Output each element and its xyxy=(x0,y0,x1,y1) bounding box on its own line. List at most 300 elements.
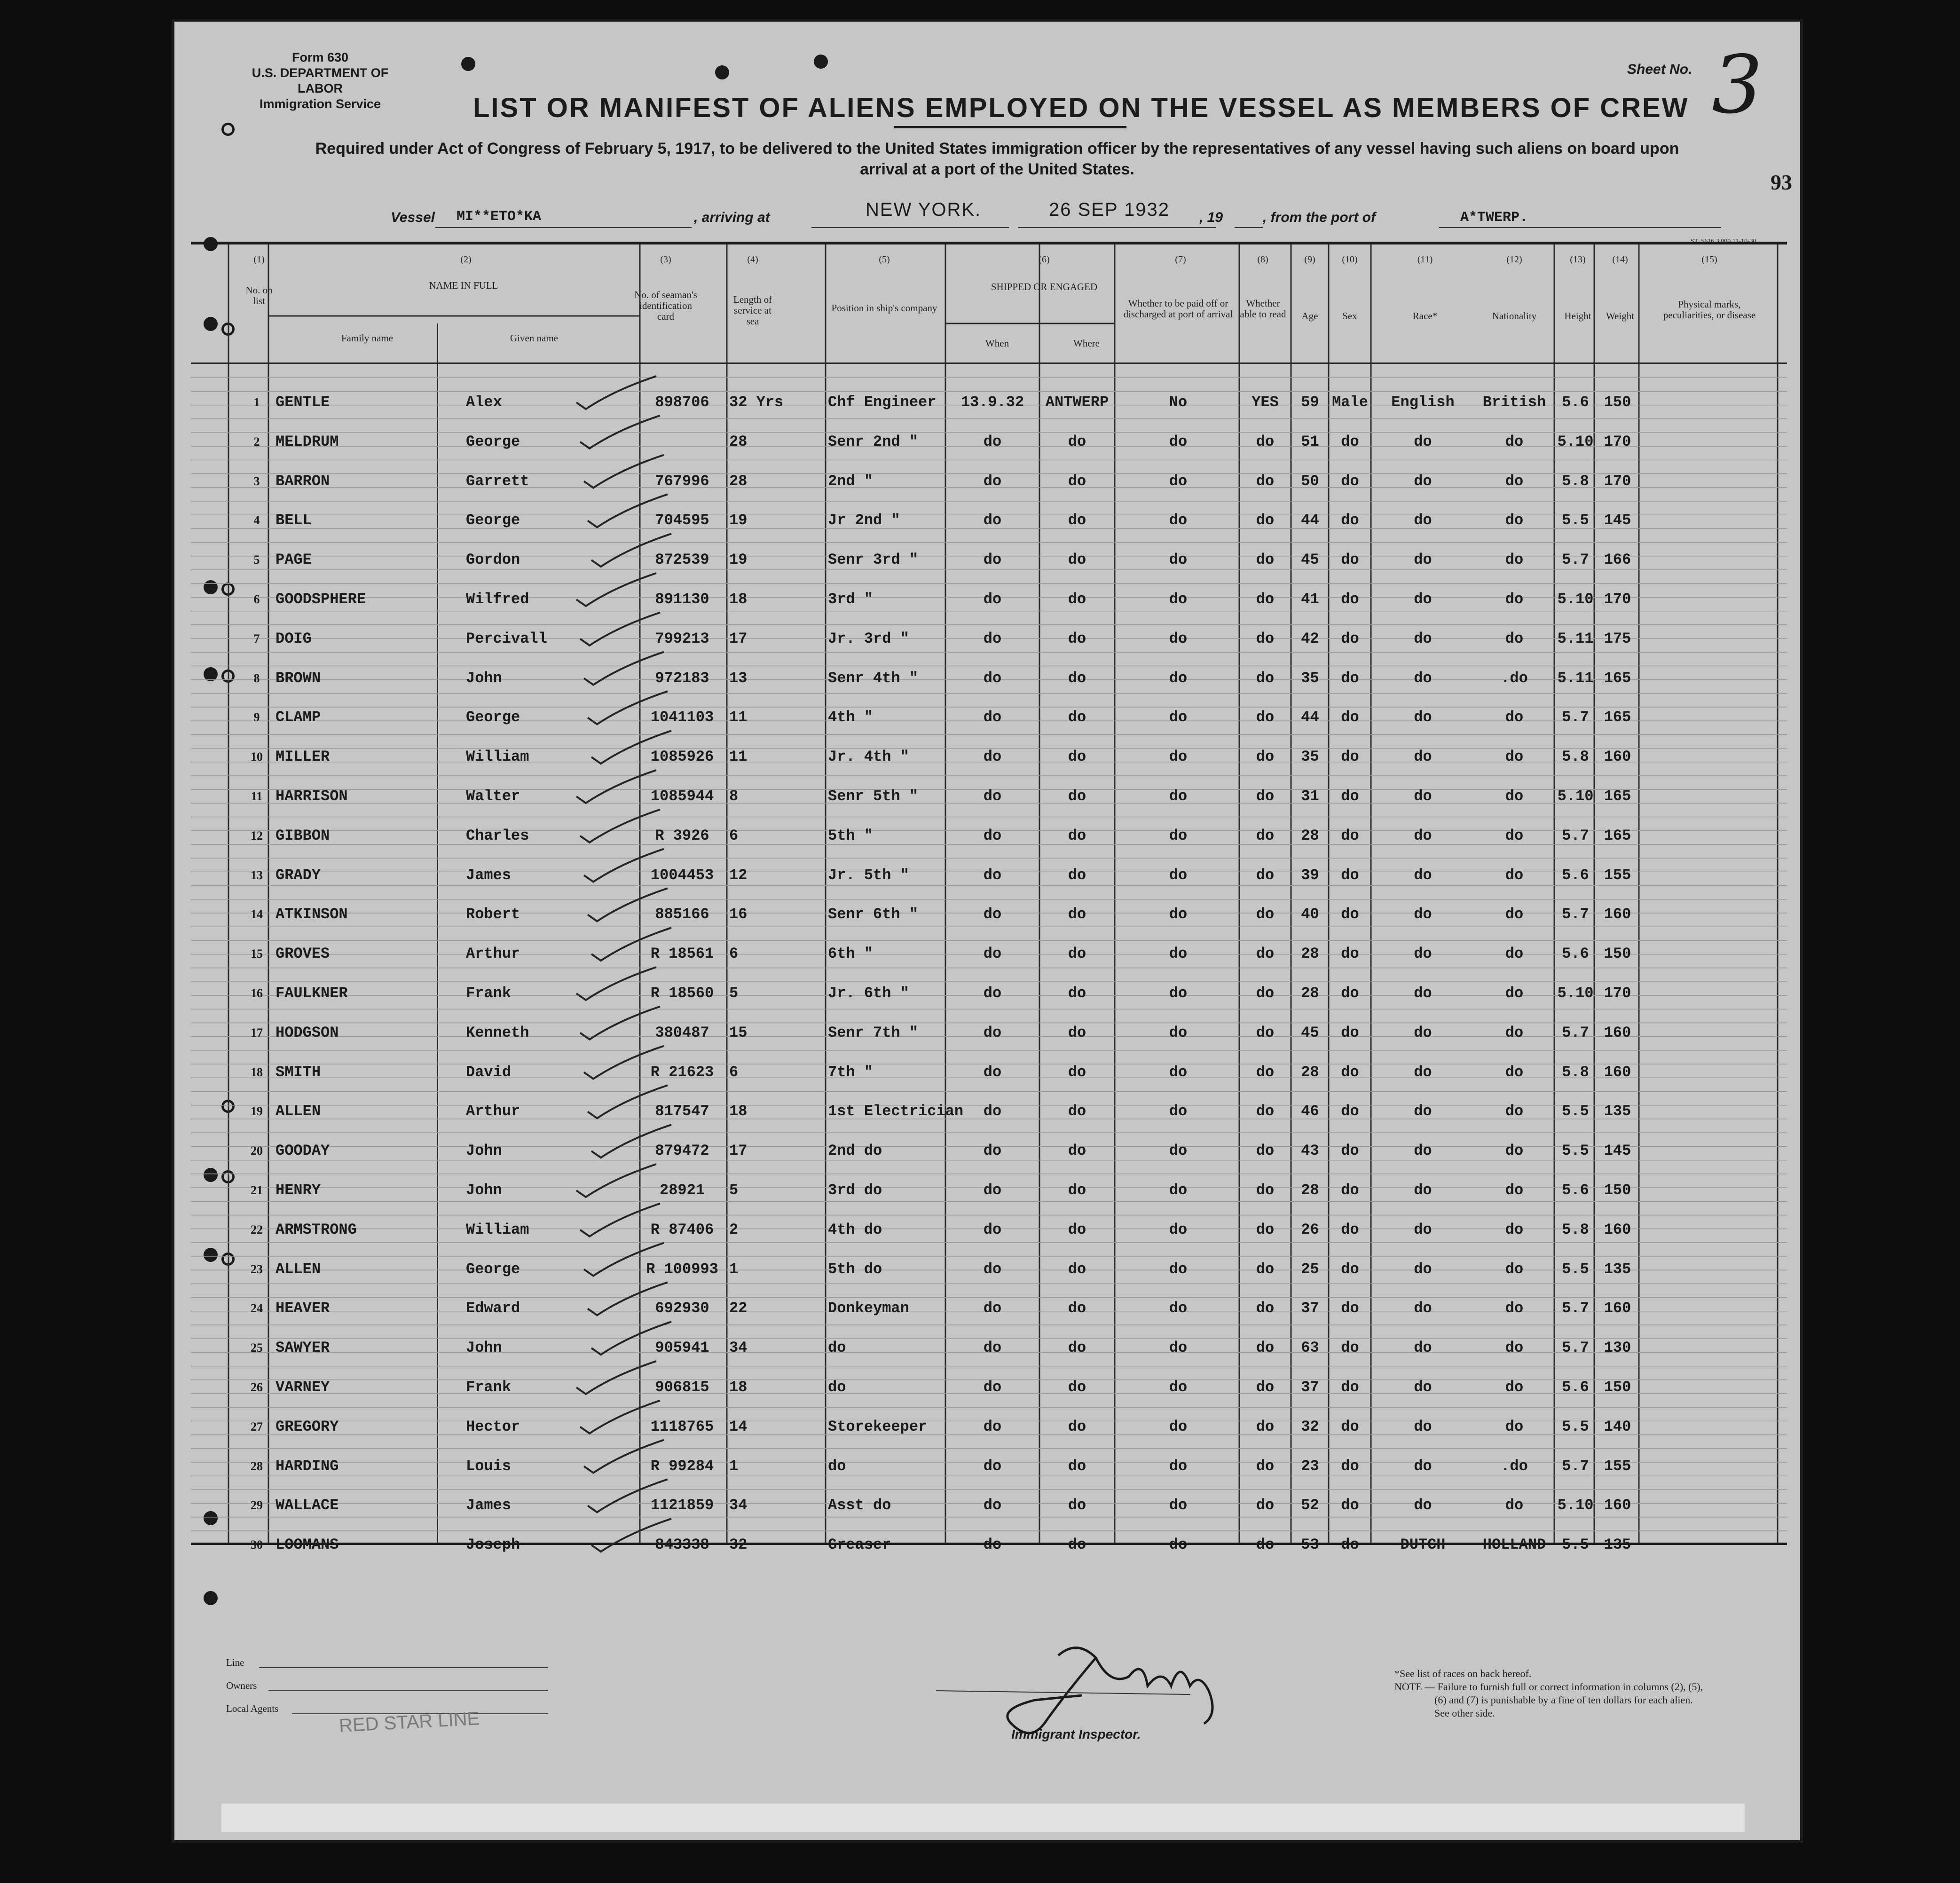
card-number: R 3926 xyxy=(655,827,709,844)
col-race: Race* xyxy=(1412,310,1438,322)
family-name: HENRY xyxy=(276,1182,321,1199)
card-number: 906815 xyxy=(655,1379,709,1396)
paid-off: do xyxy=(1169,1063,1188,1081)
card-number: 799213 xyxy=(655,630,709,647)
weight: 150 xyxy=(1604,1182,1631,1199)
nationality: British xyxy=(1482,394,1546,411)
able-to-read: do xyxy=(1256,1221,1275,1238)
able-to-read: do xyxy=(1256,591,1275,608)
position: 5th " xyxy=(828,827,874,844)
position: Senr 7th " xyxy=(828,1024,919,1041)
shipped-when: do xyxy=(983,1260,1002,1278)
nationality: do xyxy=(1505,1103,1524,1120)
shipped-when: do xyxy=(983,669,1002,687)
nationality: do xyxy=(1505,748,1524,766)
checkmark xyxy=(588,1085,668,1118)
nationality: do xyxy=(1505,709,1524,726)
col-num: (9) xyxy=(1304,254,1315,265)
able-to-read: do xyxy=(1256,788,1275,805)
age: 31 xyxy=(1301,788,1319,805)
shipped-where: do xyxy=(1068,1339,1086,1357)
length-of-service: 18 xyxy=(729,591,748,608)
given-name: Frank xyxy=(466,985,512,1002)
sex: do xyxy=(1341,551,1359,569)
shipped-when: do xyxy=(983,591,1002,608)
sex: do xyxy=(1341,433,1359,450)
shipped-when: 13.9.32 xyxy=(960,394,1024,411)
shipped-where: do xyxy=(1068,472,1086,490)
paid-off: do xyxy=(1169,1260,1188,1278)
card-number: 885166 xyxy=(655,906,709,923)
race: do xyxy=(1414,1379,1432,1396)
race: do xyxy=(1414,866,1432,884)
height: 5.10 xyxy=(1557,1497,1594,1514)
paid-off: do xyxy=(1169,551,1188,569)
paid-off: do xyxy=(1169,1418,1188,1435)
paid-off: do xyxy=(1169,669,1188,687)
shipped-when: do xyxy=(983,1379,1002,1396)
card-number: 891130 xyxy=(655,591,709,608)
shipped-where: do xyxy=(1068,1457,1086,1475)
card-number: 1004453 xyxy=(650,866,714,884)
checkmark xyxy=(580,416,660,449)
shipped-where: do xyxy=(1068,551,1086,569)
race: do xyxy=(1414,1300,1432,1317)
able-to-read: do xyxy=(1256,1260,1275,1278)
nationality: HOLLAND xyxy=(1482,1536,1546,1554)
sex: do xyxy=(1341,1418,1359,1435)
row-number: 8 xyxy=(253,671,260,685)
age: 37 xyxy=(1301,1379,1319,1396)
length-of-service: 15 xyxy=(729,1024,748,1041)
shipped-when: do xyxy=(983,748,1002,766)
nationality: do xyxy=(1505,1142,1524,1160)
checkmark xyxy=(588,1479,668,1512)
shipped-where: do xyxy=(1068,1300,1086,1317)
shipped-where: do xyxy=(1068,1379,1086,1396)
given-name: William xyxy=(466,1221,529,1238)
weight: 160 xyxy=(1604,1024,1631,1041)
nationality: do xyxy=(1505,1182,1524,1199)
given-name: George xyxy=(466,512,520,529)
sex: Male xyxy=(1332,394,1368,411)
length-of-service: 22 xyxy=(729,1300,748,1317)
weight: 135 xyxy=(1604,1260,1631,1278)
shipped-where: do xyxy=(1068,433,1086,450)
position: 6th " xyxy=(828,945,874,963)
row-number: 21 xyxy=(251,1183,263,1197)
position: Greaser xyxy=(828,1536,891,1554)
sex: do xyxy=(1341,1221,1359,1238)
height: 5.8 xyxy=(1562,748,1589,766)
shipped-where: do xyxy=(1068,1221,1086,1238)
col-num: (4) xyxy=(747,254,758,265)
weight: 160 xyxy=(1604,906,1631,923)
paid-off: No xyxy=(1169,394,1188,411)
shipped-when: do xyxy=(983,1221,1002,1238)
inspector-signature xyxy=(927,1630,1256,1738)
col-num: (1) xyxy=(253,254,265,265)
checkmark xyxy=(591,1519,671,1552)
col-sex: Sex xyxy=(1342,310,1357,322)
sex: do xyxy=(1341,669,1359,687)
paid-off: do xyxy=(1169,1339,1188,1357)
col-family-name: Family name xyxy=(341,332,394,344)
row-number: 11 xyxy=(251,789,263,803)
paid-off: do xyxy=(1169,709,1188,726)
race: do xyxy=(1414,945,1432,963)
sex: do xyxy=(1341,945,1359,963)
given-name: Louis xyxy=(466,1457,512,1475)
age: 37 xyxy=(1301,1300,1319,1317)
sex: do xyxy=(1341,1379,1359,1396)
race: English xyxy=(1391,394,1455,411)
card-number: 692930 xyxy=(655,1300,709,1317)
paid-off: do xyxy=(1169,985,1188,1002)
given-name: Joseph xyxy=(466,1536,520,1554)
lower-margin xyxy=(221,1804,1745,1832)
checkmark xyxy=(580,1204,660,1237)
height: 5.5 xyxy=(1562,1418,1589,1435)
checkmark xyxy=(576,1164,656,1197)
card-number: R 18560 xyxy=(650,985,714,1002)
shipped-when: do xyxy=(983,709,1002,726)
sex: do xyxy=(1341,1142,1359,1160)
nationality: do xyxy=(1505,1063,1524,1081)
nationality: do xyxy=(1505,433,1524,450)
nationality: do xyxy=(1505,1379,1524,1396)
age: 32 xyxy=(1301,1418,1319,1435)
checkmark xyxy=(576,376,656,409)
row-number: 9 xyxy=(253,710,260,725)
sex: do xyxy=(1341,788,1359,805)
card-number: 767996 xyxy=(655,472,709,490)
weight: 145 xyxy=(1604,512,1631,529)
row-number: 27 xyxy=(251,1419,263,1434)
nationality: do xyxy=(1505,1497,1524,1514)
weight: 160 xyxy=(1604,1063,1631,1081)
able-to-read: do xyxy=(1256,748,1275,766)
position: Senr 3rd " xyxy=(828,551,919,569)
row-number: 2 xyxy=(253,434,260,449)
col-num: (5) xyxy=(879,254,890,265)
height: 5.5 xyxy=(1562,1536,1589,1554)
card-number: 1041103 xyxy=(650,709,714,726)
nationality: do xyxy=(1505,1024,1524,1041)
paid-off: do xyxy=(1169,1497,1188,1514)
paid-off: do xyxy=(1169,1182,1188,1199)
height: 5.5 xyxy=(1562,1142,1589,1160)
family-name: BELL xyxy=(276,512,312,529)
card-number: 380487 xyxy=(655,1024,709,1041)
weight: 175 xyxy=(1604,630,1631,647)
checkmark xyxy=(580,810,660,843)
nationality: do xyxy=(1505,472,1524,490)
family-name: HEAVER xyxy=(276,1300,330,1317)
card-number: R 87406 xyxy=(650,1221,714,1238)
sex: do xyxy=(1341,591,1359,608)
sex: do xyxy=(1341,1339,1359,1357)
card-number: 1085944 xyxy=(650,788,714,805)
position: 3rd " xyxy=(828,591,874,608)
given-name: Garrett xyxy=(466,472,529,490)
shipped-when: do xyxy=(983,866,1002,884)
shipped-where: do xyxy=(1068,985,1086,1002)
position: 5th do xyxy=(828,1260,882,1278)
given-name: George xyxy=(466,433,520,450)
checkmark xyxy=(588,888,668,921)
col-num: (15) xyxy=(1701,254,1717,265)
nationality: do xyxy=(1505,1260,1524,1278)
family-name: GROVES xyxy=(276,945,330,963)
card-number: R 21623 xyxy=(650,1063,714,1081)
given-name: James xyxy=(466,866,512,884)
page-number: 93 xyxy=(1771,170,1792,194)
race: do xyxy=(1414,1024,1432,1041)
vessel-name: MI**ETO*KA xyxy=(457,209,542,225)
race: do xyxy=(1414,1457,1432,1475)
length-of-service: 13 xyxy=(729,669,748,687)
position: 2nd " xyxy=(828,472,874,490)
weight: 150 xyxy=(1604,945,1631,963)
race: do xyxy=(1414,788,1432,805)
shipped-when: do xyxy=(983,1103,1002,1120)
height: 5.7 xyxy=(1562,709,1589,726)
length-of-service: 1 xyxy=(729,1457,739,1475)
given-name: Edward xyxy=(466,1300,520,1317)
shipped-when: do xyxy=(983,1300,1002,1317)
nationality: do xyxy=(1505,551,1524,569)
weight: 135 xyxy=(1604,1536,1631,1554)
shipped-where: do xyxy=(1068,669,1086,687)
position: do xyxy=(828,1339,846,1357)
age: 28 xyxy=(1301,827,1319,844)
row-number: 13 xyxy=(251,868,263,882)
race: do xyxy=(1414,709,1432,726)
height: 5.7 xyxy=(1562,827,1589,844)
row-number: 24 xyxy=(251,1301,263,1316)
line-label: Line xyxy=(226,1657,244,1668)
given-name: Charles xyxy=(466,827,529,844)
able-to-read: do xyxy=(1256,630,1275,647)
col-no-on-list: No. on list xyxy=(245,284,273,307)
age: 25 xyxy=(1301,1260,1319,1278)
row-number: 15 xyxy=(251,947,263,961)
given-name: Hector xyxy=(466,1418,520,1435)
checkmark xyxy=(584,849,664,882)
able-to-read: do xyxy=(1256,1339,1275,1357)
card-number: R 18561 xyxy=(650,945,714,963)
required-line-1: Required under Act of Congress of February 5, 1917, to be delivered to the United States immigration officer by the representatives of any vessel having such aliens on board upon xyxy=(315,140,1679,158)
family-name: SAWYER xyxy=(276,1339,330,1357)
race: do xyxy=(1414,1497,1432,1514)
height: 5.7 xyxy=(1562,1024,1589,1041)
sex: do xyxy=(1341,1457,1359,1475)
sex: do xyxy=(1341,748,1359,766)
length-of-service: 28 xyxy=(729,433,748,450)
able-to-read: do xyxy=(1256,669,1275,687)
height: 5.8 xyxy=(1562,472,1589,490)
height: 5.6 xyxy=(1562,866,1589,884)
age: 28 xyxy=(1301,985,1319,1002)
from-port: A*TWERP. xyxy=(1460,210,1528,226)
row-number: 6 xyxy=(253,592,260,606)
col-name-in-full: NAME IN FULL xyxy=(429,280,498,291)
race: do xyxy=(1414,630,1432,647)
age: 53 xyxy=(1301,1536,1319,1554)
weight: 155 xyxy=(1604,1457,1631,1475)
shipped-where: do xyxy=(1068,1063,1086,1081)
height: 5.7 xyxy=(1562,1457,1589,1475)
paid-off: do xyxy=(1169,591,1188,608)
able-to-read: do xyxy=(1256,906,1275,923)
age: 28 xyxy=(1301,1182,1319,1199)
age: 23 xyxy=(1301,1457,1319,1475)
shipped-when: do xyxy=(983,1457,1002,1475)
weight: 150 xyxy=(1604,1379,1631,1396)
paid-off: do xyxy=(1169,1457,1188,1475)
race: do xyxy=(1414,1260,1432,1278)
card-number: 843338 xyxy=(655,1536,709,1554)
length-of-service: 28 xyxy=(729,472,748,490)
able-to-read: do xyxy=(1256,1142,1275,1160)
sex: do xyxy=(1341,1182,1359,1199)
length-of-service: 34 xyxy=(729,1497,748,1514)
shipped-where: do xyxy=(1068,630,1086,647)
weight: 150 xyxy=(1604,394,1631,411)
checkmarks xyxy=(174,22,1800,1840)
row-number: 19 xyxy=(251,1104,263,1119)
paid-off: do xyxy=(1169,866,1188,884)
age: 40 xyxy=(1301,906,1319,923)
family-name: SMITH xyxy=(276,1063,321,1081)
able-to-read: do xyxy=(1256,433,1275,450)
age: 35 xyxy=(1301,669,1319,687)
height: 5.11 xyxy=(1557,669,1594,687)
sex: do xyxy=(1341,512,1359,529)
paid-off: do xyxy=(1169,748,1188,766)
paid-off: do xyxy=(1169,906,1188,923)
checkmark xyxy=(576,967,656,1000)
length-of-service: 6 xyxy=(729,827,739,844)
required-line-2: arrival at a port of the United States. xyxy=(860,160,1134,178)
shipped-when: do xyxy=(983,945,1002,963)
given-name: Frank xyxy=(466,1379,512,1396)
able-to-read: YES xyxy=(1252,394,1279,411)
agents-label: Local Agents xyxy=(226,1703,279,1714)
weight: 130 xyxy=(1604,1339,1631,1357)
family-name: MELDRUM xyxy=(276,433,339,450)
able-to-read: do xyxy=(1256,1536,1275,1554)
shipped-where: do xyxy=(1068,788,1086,805)
col-given-name: Given name xyxy=(510,332,559,344)
row-number: 17 xyxy=(251,1025,263,1040)
col-shipped-engaged: SHIPPED OR ENGAGED xyxy=(991,281,1098,292)
nationality: .do xyxy=(1501,1457,1528,1475)
card-number: 1085926 xyxy=(650,748,714,766)
weight: 165 xyxy=(1604,709,1631,726)
able-to-read: do xyxy=(1256,827,1275,844)
checkmark xyxy=(588,1282,668,1315)
position: 2nd do xyxy=(828,1142,882,1160)
shipped-when: do xyxy=(983,1024,1002,1041)
paid-off: do xyxy=(1169,1024,1188,1041)
paid-off: do xyxy=(1169,630,1188,647)
paid-off: do xyxy=(1169,788,1188,805)
family-name: GIBBON xyxy=(276,827,330,844)
row-number: 10 xyxy=(251,750,263,764)
race: do xyxy=(1414,669,1432,687)
rule xyxy=(259,1667,548,1668)
shipped-when: do xyxy=(983,827,1002,844)
race: do xyxy=(1414,1063,1432,1081)
col-num: (6) xyxy=(1039,254,1050,265)
height: 5.5 xyxy=(1562,512,1589,529)
age: 50 xyxy=(1301,472,1319,490)
sex: do xyxy=(1341,1260,1359,1278)
shipped-when: do xyxy=(983,630,1002,647)
col-seaman-card: No. of seaman's identification card xyxy=(634,289,697,322)
col-height: Height xyxy=(1564,310,1591,322)
position: do xyxy=(828,1457,846,1475)
checkmark xyxy=(591,534,671,567)
height: 5.5 xyxy=(1562,1103,1589,1120)
race: do xyxy=(1414,472,1432,490)
length-of-service: 17 xyxy=(729,1142,748,1160)
paid-off: do xyxy=(1169,1142,1188,1160)
shipped-when: do xyxy=(983,512,1002,529)
card-number: 1121859 xyxy=(650,1497,714,1514)
weight: 145 xyxy=(1604,1142,1631,1160)
arriving-port: NEW YORK. xyxy=(866,199,982,220)
weight: 165 xyxy=(1604,669,1631,687)
card-number: 972183 xyxy=(655,669,709,687)
shipped-when: do xyxy=(983,906,1002,923)
weight: 170 xyxy=(1604,433,1631,450)
race: do xyxy=(1414,1339,1432,1357)
height: 5.8 xyxy=(1562,1221,1589,1238)
col-num: (3) xyxy=(660,254,671,265)
paid-off: do xyxy=(1169,1103,1188,1120)
nationality: do xyxy=(1505,630,1524,647)
weight: 165 xyxy=(1604,827,1631,844)
card-number: 28921 xyxy=(659,1182,705,1199)
family-name: HARDING xyxy=(276,1457,339,1475)
family-name: ALLEN xyxy=(276,1103,321,1120)
service: Immigration Service xyxy=(259,97,381,111)
position: Senr 4th " xyxy=(828,669,919,687)
row-number: 12 xyxy=(251,828,263,843)
row-number: 26 xyxy=(251,1380,263,1394)
able-to-read: do xyxy=(1256,1379,1275,1396)
rule xyxy=(268,1690,548,1691)
position: Jr. 4th " xyxy=(828,748,909,766)
age: 44 xyxy=(1301,512,1319,529)
manifest-title: LIST OR MANIFEST OF ALIENS EMPLOYED ON THE VESSEL AS MEMBERS OF CREW xyxy=(473,93,1689,123)
checkmark xyxy=(576,1361,656,1394)
height: 5.10 xyxy=(1557,788,1594,805)
col-length-service: Length of service at sea xyxy=(733,294,772,327)
manifest-sheet xyxy=(172,19,1803,1843)
shipped-where: do xyxy=(1068,866,1086,884)
col-weight: Weight xyxy=(1606,310,1635,322)
col-num: (7) xyxy=(1175,254,1186,265)
given-name: William xyxy=(466,748,529,766)
shipped-where: do xyxy=(1068,906,1086,923)
family-name: VARNEY xyxy=(276,1379,330,1396)
nationality: do xyxy=(1505,827,1524,844)
sex: do xyxy=(1341,472,1359,490)
